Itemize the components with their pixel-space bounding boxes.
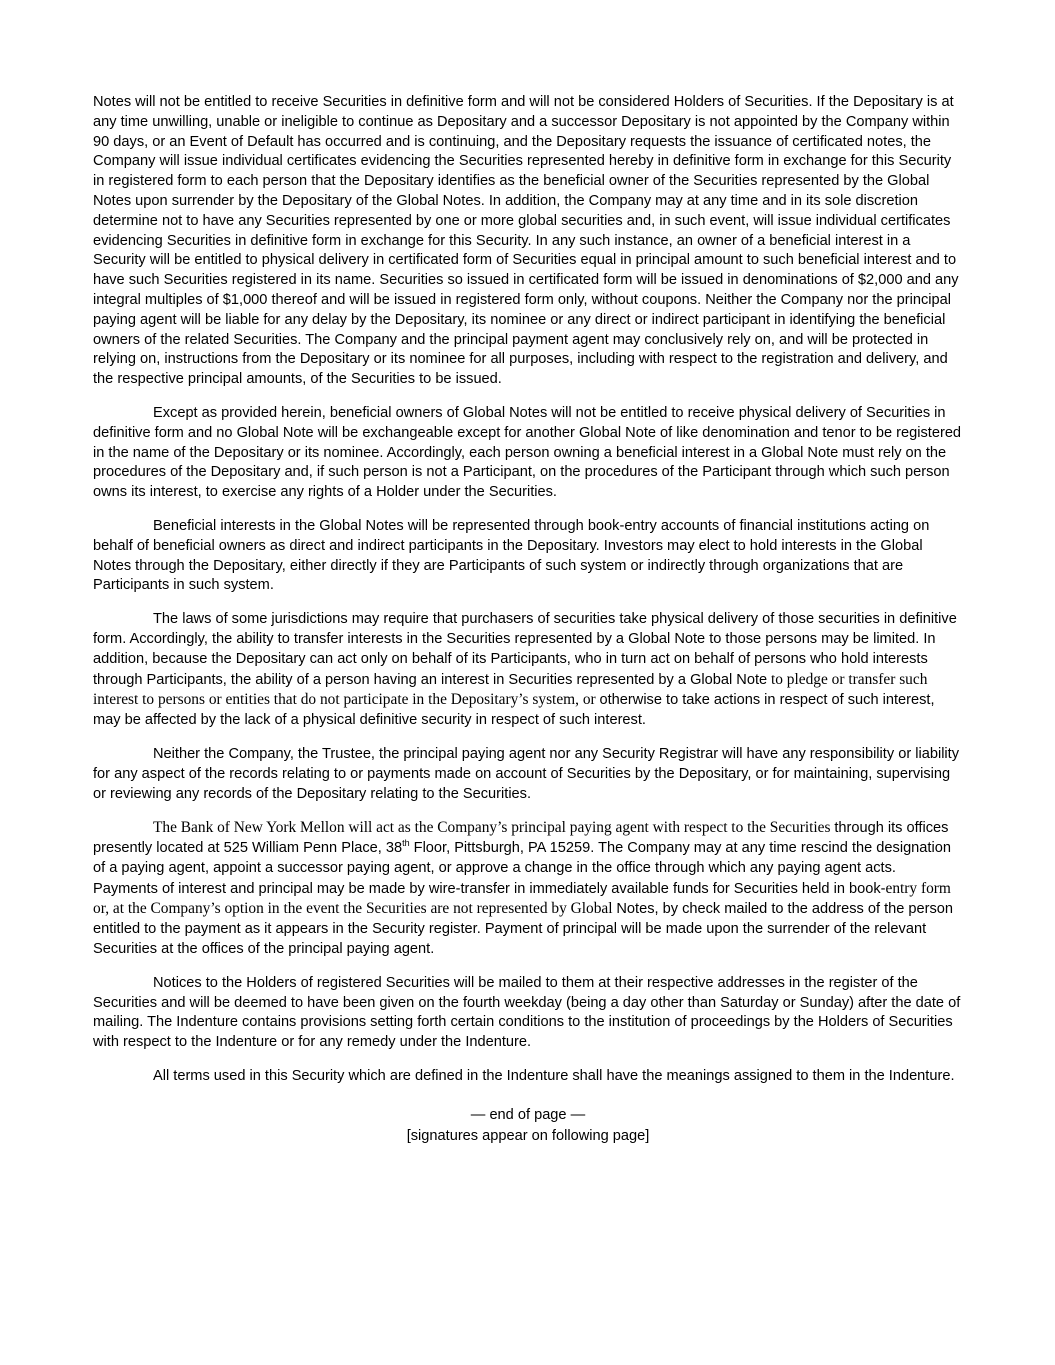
end-of-page-marker: — end of page — (470, 1106, 586, 1123)
paragraph-notices: Notices to the Holders of registered Securities will be mailed to them at their respective addresses in the register of the Securities and will be deemed to have been given on the fourth weekday (being a day other than Saturday or Sunday) after the date of mailing. The Indenture contains provisions setting forth certain conditions to the institution of proceedings by the Holders of Securities with respect to the Indenture or for any remedy under the Indenture. (93, 974, 961, 1051)
page-footer (93, 1105, 963, 1147)
document-page (93, 93, 963, 1147)
signatures-note: [signatures appear on following page] (406, 1127, 650, 1144)
paragraph-defined-terms: All terms used in this Security which are defined in the Indenture shall have the meanings assigned to them in the Indenture. (153, 1068, 955, 1085)
paragraph-paying-agent-part-1: The Bank of New York Mellon will act as the Company’s principal paying agent with respect to the Securities (153, 819, 835, 837)
paragraph-jurisdictions (93, 610, 963, 731)
paragraph-jurisdictions-part-3: otherwise to take actions in respect of such interest, may be affected by the lack of a physical definitive security in respect of such interest. (93, 692, 935, 729)
paragraph-jurisdictions-part-1: The laws of some jurisdictions may require that purchasers of securities take physical delivery of those securities in definitive form. Accordingly, the ability to transfer interests in the Securities represented by a Global Note to those persons may be limited. In addition, because the Depositary can act only on behalf of its Participants, who in turn act on behalf of persons who hold interests through Participants, the ability of a person having an interest in Securities represented by a Global Note (93, 611, 957, 688)
paragraph-book-entry: Beneficial interests in the Global Notes will be represented through book-entry accounts of financial institutions acting on behalf of beneficial owners as direct and indirect participants in the Depositary. Investors may elect to hold interests in the Global Notes through the Depositary, either directly if they are Participants of such system or indirectly through organizations that are Participants in such system. (93, 517, 930, 594)
paragraph-paying-agent-part-4: entry form or, at the Company’s option in the event the Securities are not represented by Global (93, 879, 951, 918)
paragraph-jurisdictions-part-2: to pledge or transfer such interest to persons or entities that do not participate in the Depositary’s system, or (93, 670, 928, 709)
paragraph-definitive-form: Notes will not be entitled to receive Securities in definitive form and will not be considered Holders of Securities. If the Depositary is at any time unwilling, unable or ineligible to continue as Depositary and a successor Depositary is not appointed by the Company within 90 days, or an Event of Default has occurred and is continuing, and the Depositary requests the issuance of certificated notes, the Company will issue individual certificates evidencing the Securities represented hereby in definitive form in exchange for this Security in registered form to each person that the Depositary identifies as the beneficial owner of the Securities represented by the Global Notes upon surrender by the Depositary of the Global Notes. In addition, the Company may at any time and in its sole discretion determine not to have any Securities represented by one or more global securities and, in such event, will issue individual certificates evidencing Securities in definitive form in exchange for this Security. In any such instance, an owner of a beneficial interest in a Security will be entitled to physical delivery in certificated form of Securities equal in principal amount to such beneficial interest and to have such Securities registered in its name. Securities so issued in certificated form will be issued in denominations of $2,000 and any integral multiples of $1,000 thereof and will be issued in registered form only, without coupons. Neither the Company nor the principal paying agent will be liable for any delay by the Depositary, its nominee or any direct or indirect participant in identifying the beneficial owners of the related Securities. The Company and the principal payment agent may conclusively rely on, and will be protected in relying on, instructions from the Depositary or its nominee for all purposes, including with respect to the registration and delivery, and the respective principal amounts, of the Securities to be issued. (93, 94, 959, 388)
paragraph-paying-agent-part-5: Notes, by check mailed to the address of the person entitled to the payment as it appears in the Security register. Payment of principal will be made upon the surrender of the relevant Securities at the offices of the principal paying agent. (93, 901, 954, 958)
paragraph-responsibility: Neither the Company, the Trustee, the principal paying agent nor any Security Registrar will have any responsibility or liability for any aspect of the records relating to or payments made on account of Securities by the Depositary, or for maintaining, supervising or reviewing any records of the Depositary relating to the Securities. (93, 745, 960, 802)
ordinal-suffix: th (402, 838, 410, 849)
paragraph-paying-agent-part-2: through its offices presently located at 525 William Penn Place, 38 (93, 820, 949, 857)
paragraph-paying-agent (93, 818, 963, 960)
paragraph-beneficial-owners: Except as provided herein, beneficial owners of Global Notes will not be entitled to receive physical delivery of Securities in definitive form and no Global Note will be exchangeable except for another Global Note of like denomination and tenor to be registered in the name of the Depositary or its nominee. Accordingly, each person owning a beneficial interest in a Global Note must rely on the procedures of the Depositary and, if such person is not a Participant, on the procedures of the Participant through which such person owns its interest, to exercise any rights of a Holder under the Securities. (93, 404, 962, 501)
paragraph-paying-agent-part-3: Floor, Pittsburgh, PA 15259. The Company may at any time rescind the designation of a paying agent, appoint a successor paying agent, or approve a change in the office through which any paying agent acts. Payments of interest and principal may be made by wire-transfer in immediately available funds for Securities held in book- (93, 840, 951, 897)
